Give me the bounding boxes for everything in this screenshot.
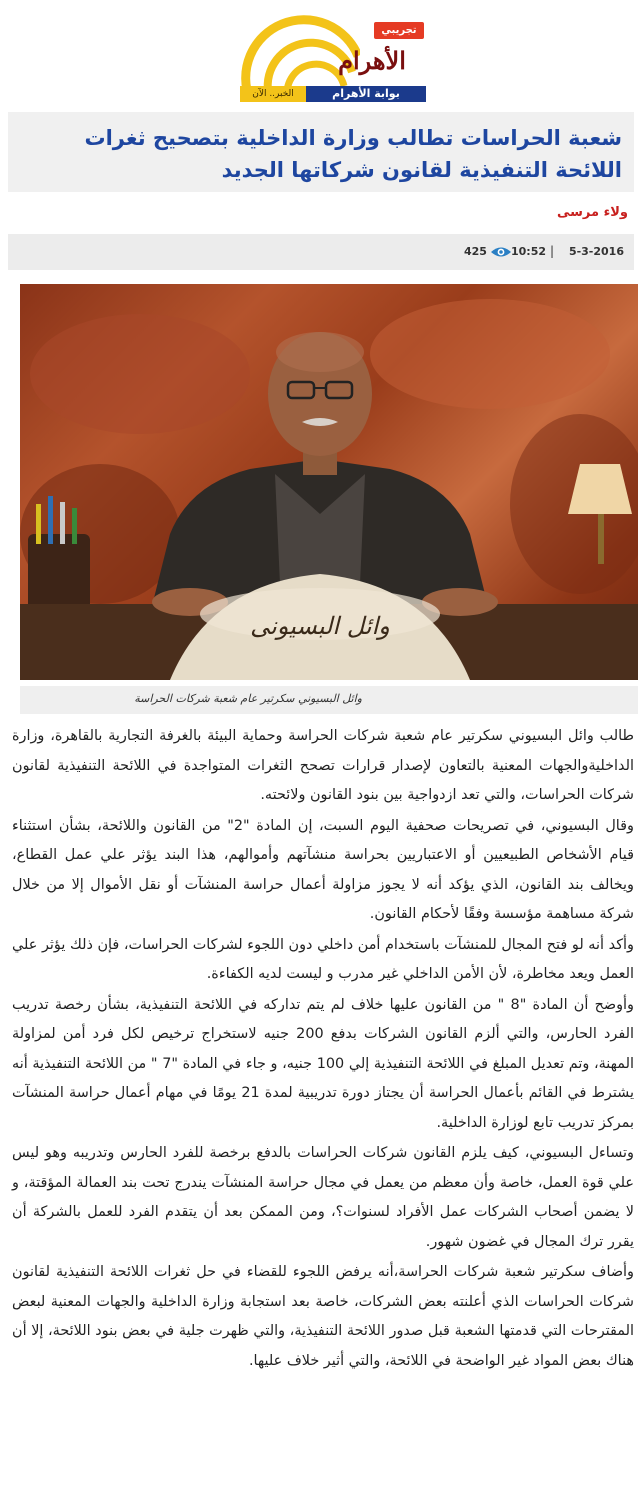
article-paragraph: وأضاف سكرتير شعبة شركات الحراسة،أنه يرفض اللجوء للقضاء في حل ثغرات اللائحة التنفيذية لقانون شركات الحراسات الذي أعلنته بعض الشركات، خاصة بعد استجابة وزارة الداخلية والجهات المعنية لبعض المقترحات التي قدمتها الشعبة قبل صدور اللائحة التنفيذية، والتي ظهرت جلية في بعض بنود اللائحة، إلا أن هناك بعض المواد غير الواضحة في اللائحة، والتي أثير خلاف عليها. [12, 1264, 634, 1369]
article-paragraph: طالب وائل البسيوني سكرتير عام شعبة شركات الحراسة وحماية البيئة بالغرفة التجارية بالقاهرة، وزارة الداخليةوالجهات المعنية بالتعاون لإصدار قرارات تصحح الثغرات المتواجدة في اللائحة التنفيذية لقانون شركات الحراسات، والتي تعد ازدواجية بين بنود القانون ولائحته. [12, 728, 634, 803]
portal-bar [240, 86, 426, 102]
photo-caption-box [20, 686, 638, 714]
article-meta-bar [8, 234, 634, 270]
publish-date: 5-3-2016 [568, 245, 624, 258]
meta-separator: | [549, 244, 554, 258]
portal-tagline: الخبر.. الآن [240, 86, 306, 102]
trial-badge: تجريبي [374, 22, 424, 39]
view-count: 425 [464, 245, 487, 258]
article-paragraph: وأوضح أن المادة "8 " من القانون عليها خلاف لم يتم تداركه في اللائحة التنفيذية، بشأن رخصة تدريب الفرد الحارس، والتي ألزم القانون الشركات بدفع 200 جنيه لاستخراج ترخيص لكل فرد أمن لمزاولة المهنة، وتم تعديل المبلغ في اللائحة التنفيذية إلي 100 جنيه، و جاء في المادة "7 " من اللائحة التنفيذية أنه يشترط في القائم بأعمال الحراسة أن يجتاز دورة تدريبية لمدة 21 يومًا في مهام أعمال حراسة المنشآت بمركز تدريب تابع لوزارة الداخلية. [12, 996, 635, 1131]
nameplate-text: وائل البسيونى [250, 612, 390, 640]
photo-caption: وائل البسيوني سكرتير عام شعبة شركات الحراسة [134, 692, 362, 705]
author-link[interactable]: ولاء مرسى [556, 205, 628, 220]
article-paragraph: وأكد أنه لو فتح المجال للمنشآت باستخدام أمن داخلي دون اللجوء لشركات الحراسات، فإن ذلك يؤثر علي العمل ويعد مخاطرة، لأن الأمن الداخلي غير مدرب و ليست لديه الكفاءة. [12, 936, 634, 982]
article-paragraph: وتساءل البسيوني، كيف يلزم القانون شركات الحراسات بالدفع برخصة للفرد الحارس وتدريبه وهو ليس علي قوة العمل، خاصة وأن معظم من يعمل في مجال حراسة المنشآت يندرج تحت بند العمالة المؤقتة، و لا يضمن أصحاب الشركات عمل الأفراد لسنوات؟، ومن الممكن بعد أن يتقدم الفرد للعمل بالشركة أن يقرر ترك المجال في غضون شهور. [12, 1145, 634, 1250]
article-body [12, 722, 634, 1377]
portal-name: بوابة الأهرام [306, 86, 426, 102]
article-photo [20, 284, 638, 680]
article-headline: شعبة الحراسات تطالب وزارة الداخلية بتصحيح ثغرات اللائحة التنفيذية لقانون شركاتها الجديد [84, 126, 622, 182]
site-header [0, 0, 642, 108]
headline-box [8, 112, 634, 192]
publish-time: 10:52 [510, 245, 546, 258]
logo-brand-text: الأهرام [338, 46, 406, 75]
eye-icon [490, 246, 512, 258]
article-paragraph: وقال البسيوني، في تصريحات صحفية اليوم السبت، إن المادة "2" من القانون واللائحة، بشأن استثناء قيام الأشخاص الطبيعيين أو الاعتباريين بحراسة منشآتهم وأموالهم، هذا البند يؤثر علي عمل القطاع، ويخالف بند القانون، الذي يؤكد أنه لا يجوز مزاولة أعمال حراسة المنشآت أو نقل الأموال إلا من خلال شركة مساهمة مؤسسة وفقًا لأحكام القانون. [12, 817, 634, 922]
